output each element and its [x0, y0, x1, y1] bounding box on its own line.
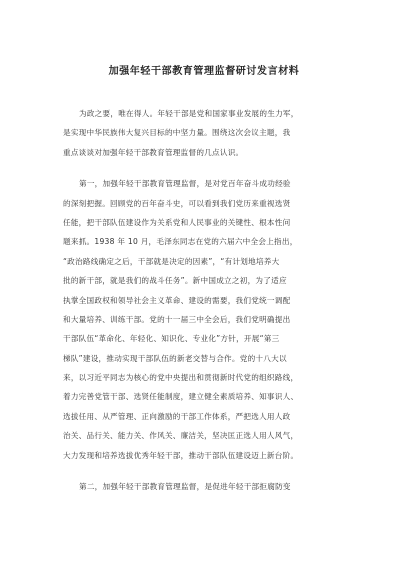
paragraph-gap [63, 162, 353, 174]
text-line: 和大量培养、训练干部。党的十一届三中全会后，我们党明确提出 [63, 314, 291, 324]
text-line: 重点谈谈对加强年轻干部教育管理监督的几点认识。 [63, 147, 244, 157]
text-line: 是实现中华民族伟大复兴目标的中坚力量。围绕这次会议主题，我 [63, 128, 291, 138]
paragraph-2 [63, 174, 353, 465]
text-line: 治关、品行关、能力关、作风关、廉洁关，坚决匡正选人用人风气， [63, 431, 299, 441]
text-line: 梯队”建设，推动实现干部队伍的新老交替与合作。党的十八大以 [63, 353, 287, 363]
text-line: 执掌全国政权和领导社会主义革命、建设的需要，我们党统一调配 [63, 295, 291, 305]
text-line: 任能，把干部队伍建设作为关系党和人民事业的关键性、根本性问 [63, 217, 291, 227]
text-line: 第二，加强年轻干部教育管理监督，是促进年轻干部拒腐防变 [79, 482, 291, 492]
text-line: 选拔任用、从严管理、正向激励的干部工作体系，严把选人用人政 [63, 411, 291, 421]
paragraph-gap [63, 465, 353, 477]
text-line: 题来抓。1938 年 10 月，毛泽东同志在党的六届六中全会上指出， [63, 237, 298, 247]
text-line: 的深刻把握。回顾党的百年奋斗史，可以看到我们党历来重视选贤 [63, 198, 291, 208]
text-line: 来，以习近平同志为核心的党中央提出和贯彻新时代党的组织路线， [63, 373, 299, 383]
text-line: 干部队伍“革命化、年轻化、知识化、专业化”方针，开展“第三 [63, 334, 280, 344]
paragraph-1 [63, 104, 353, 162]
document-title: 加强年轻干部教育管理监督研讨发言材料 [108, 66, 300, 77]
text-line: 批的新干部，就是我们的战斗任务”。新中国成立之初，为了适应 [63, 276, 287, 286]
text-line: “政治路线确定之后，干部就是决定的因素”，“有计划地培养大 [63, 256, 280, 266]
document-body [63, 104, 353, 496]
text-line: 着力完善党管干部、选贤任能制度，建立健全素质培养、知事识人、 [63, 392, 299, 402]
text-line: 第一，加强年轻干部教育管理监督，是对党百年奋斗成功经验 [79, 179, 291, 189]
text-line: 大力发现和培养选拔优秀年轻干部，推动干部队伍建设迈上新台阶。 [63, 450, 299, 460]
text-line: 为政之要，唯在得人。年轻干部是党和国家事业发展的生力军， [79, 109, 299, 118]
paragraph-3 [63, 477, 353, 496]
